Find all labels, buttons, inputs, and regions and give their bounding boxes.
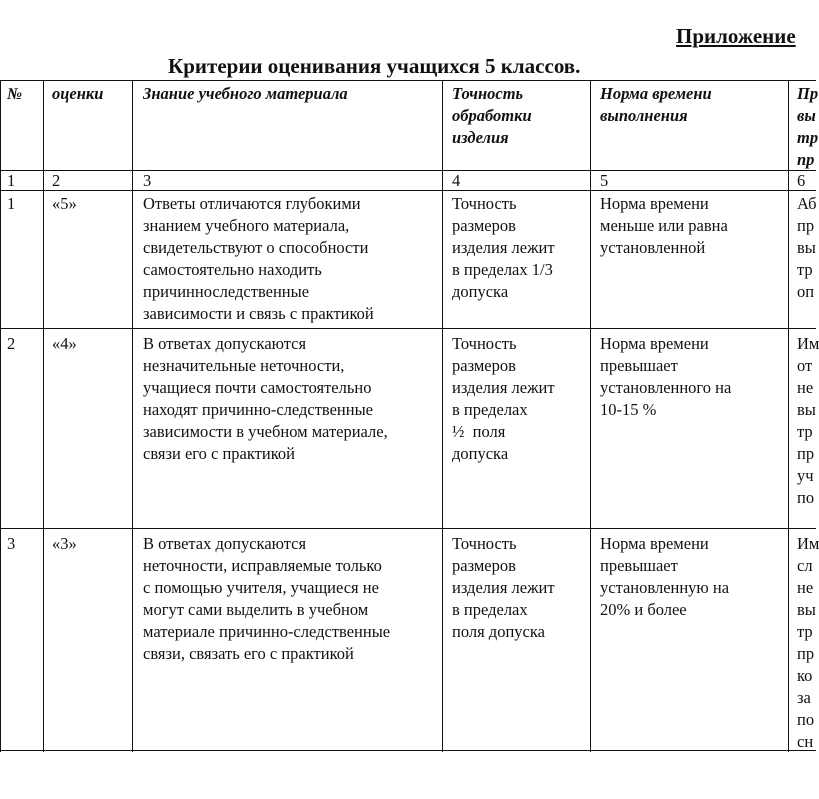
col-number-2: 2 [52,171,61,190]
table-rule-col1 [43,80,44,752]
row3-knowledge: В ответах допускаются неточности, исправляемые только с помощью учителя, учащиеся не могут сами выделить в учебном материале причинно-следственные связи, связать его с практикой [143,534,391,663]
row2-knowledge: В ответах допускаются незначительные неточности, учащиеся почти самостоятельно находят причинно-следственные зависимости в учебном материале, связи его с практикой [143,334,388,463]
document-title: Критерии оценивания учащихся 5 классов. [168,54,581,78]
col-number-4: 4 [452,171,461,190]
table-rule-top [0,80,816,81]
header-precision: Точность обработки изделия [452,84,532,147]
row3-work: Им сл не вы тр пр ко за по сн [797,534,819,751]
table-rule-col2 [132,80,133,752]
row1-precision: Точность размеров изделия лежит в пределах 1/3 допуска [452,194,555,301]
header-num: № [7,84,23,103]
col-number-1: 1 [7,171,16,190]
header-time: Норма времени выполнения [600,84,712,125]
row3-num: 3 [7,534,16,553]
table-rule-left [0,80,1,752]
row2-time: Норма времени превышает установленного на 10-15 % [600,334,732,419]
row1-knowledge: Ответы отличаются глубокими знанием учебного материала, свидетельствуют о способности самостоятельно находить причинноследственные зависимости и связь с практикой [143,194,374,323]
row2-work: Им от не вы тр пр уч по [797,334,819,507]
table-rule-col5 [788,80,789,752]
col-number-3: 3 [143,171,152,190]
row2-precision: Точность размеров изделия лежит в пределах ½ поля допуска [452,334,555,463]
row3-grade: «3» [52,534,77,553]
row2-num: 2 [7,334,16,353]
table-rule-col4 [590,80,591,752]
table-rule-col3 [442,80,443,752]
row2-grade: «4» [52,334,77,353]
row1-work: Аб пр вы тр оп [797,194,817,301]
table-rule-row1-bottom [0,328,816,329]
header-knowledge: Знание учебного материала [143,84,348,103]
table-rule-bottom [0,750,816,751]
appendix-label: Приложение [676,24,796,48]
row1-grade: «5» [52,194,77,213]
criteria-table [0,80,819,752]
table-rule-row2-bottom [0,528,816,529]
row3-precision: Точность размеров изделия лежит в пределах поля допуска [452,534,555,641]
header-work: Пр вы тр пр [797,84,819,169]
table-rule-header-bottom [0,170,816,171]
col-number-6: 6 [797,171,806,190]
row1-time: Норма времени меньше или равна установленной [600,194,728,257]
row3-time: Норма времени превышает установленную на 20% и более [600,534,730,619]
row1-num: 1 [7,194,16,213]
header-grade: оценки [52,84,104,103]
table-rule-numbers-bottom [0,190,816,191]
col-number-5: 5 [600,171,609,190]
